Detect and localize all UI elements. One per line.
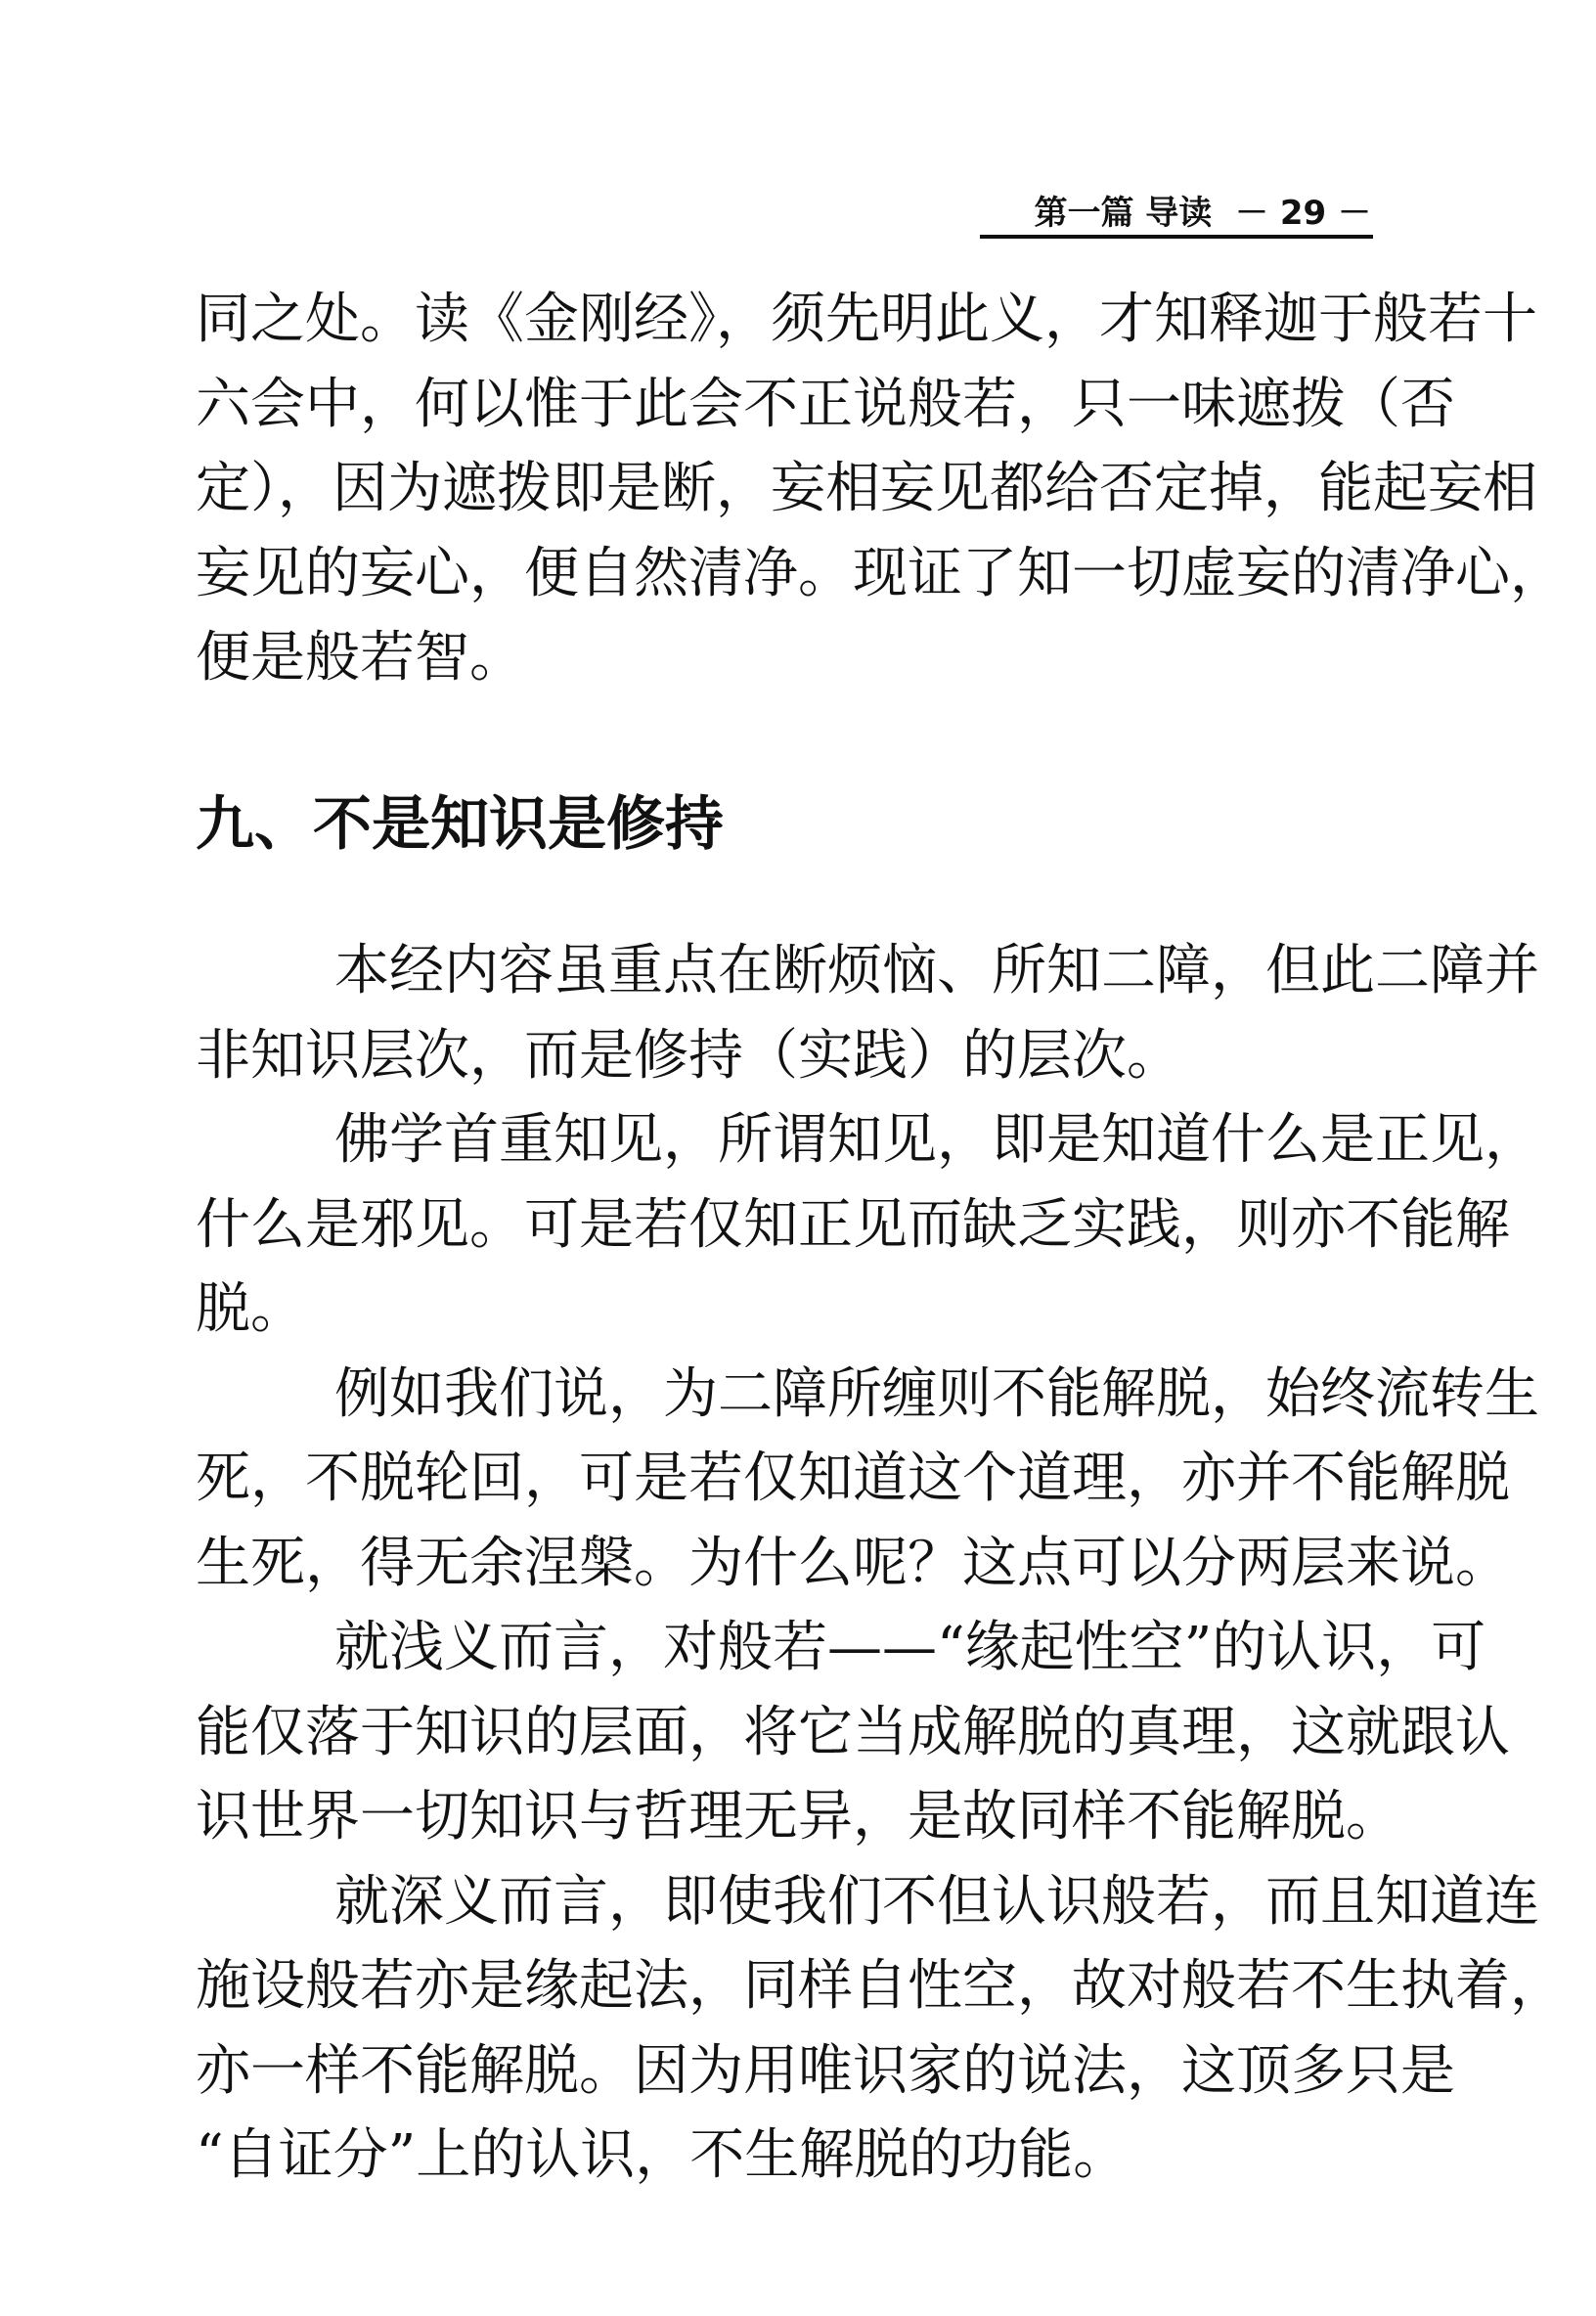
header-rule [980,235,1373,239]
body-text [196,929,1565,2199]
text-line: 六会中，何以惟于此会不正说般若，只一味遮拨（否 [196,372,1455,436]
text-line: 便是般若智。 [196,626,524,690]
paragraph [196,1353,1539,1607]
paragraph [196,1860,1565,2199]
text-line: 能仅落于知识的层面，将它当成解脱的真理，这就跟认 [196,1700,1510,1764]
paragraph [196,929,1539,1098]
text-line: 就深义而言，即使我们不但认识般若，而且知道连 [334,1869,1539,1934]
section-heading: 九、不是知识是修持 [196,790,724,859]
text-line: 脱。 [196,1277,305,1341]
text-line: 本经内容虽重点在断烦恼、所知二障，但此二障并 [334,939,1539,1002]
text-line: 例如我们说，为二障所缠则不能解脱，始终流转生 [334,1361,1539,1426]
text-line: 识世界一切知识与哲理无异，是故同样不能解脱。 [196,1785,1400,1848]
text-line: “自证分”上的认识，不生解脱的功能。 [196,2123,1129,2187]
paragraph [196,1606,1510,1860]
text-line: 死，不脱轮回，可是若仅知道这个道理，亦并不能解脱 [196,1447,1510,1510]
text-line: 佛学首重知见，所谓知见，即是知道什么是正见， [334,1108,1539,1172]
text-line: 施设般若亦是缘起法，同样自性空，故对般若不生执着， [196,1954,1565,2018]
text-line: 就浅义而言，对般若——“缘起性空”的认识，可 [334,1616,1486,1679]
running-title: 第一篇 导读 [1034,194,1213,233]
text-line: 生死，得无余涅槃。为什么呢？这点可以分两层来说。 [196,1531,1510,1595]
text-line: 同之处。读《金刚经》，须先明此义，才知释迦于般若十 [196,288,1537,351]
paragraph [196,1098,1539,1353]
text-line: 亦一样不能解脱。因为用唯识家的说法，这顶多只是 [196,2038,1455,2103]
running-header [1034,186,1371,234]
text-line: 定），因为遮拨即是断，妄相妄见都给否定掉，能起妄相 [196,457,1537,520]
continued-paragraph [196,278,1565,701]
text-line: 非知识层次，而是修持（实践）的层次。 [196,1023,1181,1088]
text-line: 什么是邪见。可是若仅知正见而缺乏实践，则亦不能解 [196,1192,1510,1257]
text-line: 妄见的妄心，便自然清净。现证了知一切虚妄的清净心， [196,541,1565,605]
page-number: － 29 － [1235,194,1371,233]
